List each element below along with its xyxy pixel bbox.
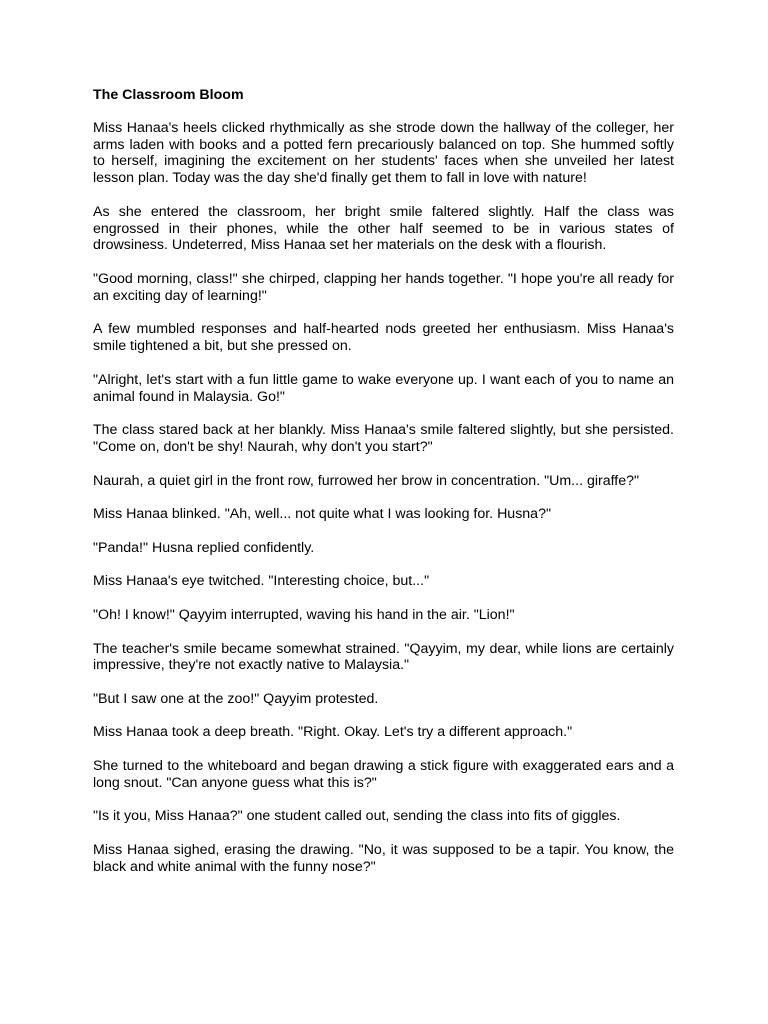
paragraph: "But I saw one at the zoo!" Qayyim protested.	[93, 690, 379, 707]
paragraph: "Good morning, class!" she chirped, clapping her hands together. "I hope you're all ready for an exciting day of learning!"	[93, 270, 674, 304]
document-title: The Classroom Bloom	[93, 87, 244, 103]
paragraph: The teacher's smile became somewhat strained. "Qayyim, my dear, while lions are certainly impressive, they're not exactly native to Malaysia."	[93, 640, 674, 674]
paragraph: Miss Hanaa took a deep breath. "Right. Okay. Let's try a different approach."	[93, 724, 573, 741]
paragraph: Miss Hanaa's eye twitched. "Interesting choice, but..."	[93, 573, 430, 590]
document-page	[93, 87, 674, 892]
paragraph: "Alright, let's start with a fun little game to wake everyone up. I want each of you to name an animal found in Malaysia. Go!"	[93, 371, 674, 405]
paragraph: She turned to the whiteboard and began drawing a stick figure with exaggerated ears and a long snout. "Can anyone guess what this is?"	[93, 758, 674, 791]
paragraph: "Is it you, Miss Hanaa?" one student called out, sending the class into fits of giggles.	[93, 808, 621, 825]
paragraph: "Panda!" Husna replied confidently.	[93, 539, 315, 556]
paragraph: As she entered the classroom, her bright smile faltered slightly. Half the class was engrossed in their phones, while the other half seemed to be in various states of drowsiness. Undeterred, Miss Hanaa set her materials on the desk with a flourish.	[93, 203, 674, 254]
paragraph: A few mumbled responses and half-hearted nods greeted her enthusiasm. Miss Hanaa's smile tightened a bit, but she pressed on.	[93, 321, 674, 355]
paragraph: Miss Hanaa sighed, erasing the drawing. "No, it was supposed to be a tapir. You know, the black and white animal with the funny nose?"	[93, 842, 674, 875]
paragraph: Miss Hanaa blinked. "Ah, well... not quite what I was looking for. Husna?"	[93, 506, 552, 523]
paragraph: Naurah, a quiet girl in the front row, furrowed her brow in concentration. "Um... giraffe?"	[93, 472, 640, 489]
paragraph: The class stared back at her blankly. Miss Hanaa's smile faltered slightly, but she persisted. "Come on, don't be shy! Naurah, why don't you start?"	[93, 422, 674, 455]
paragraph: "Oh! I know!" Qayyim interrupted, waving his hand in the air. "Lion!"	[93, 606, 515, 623]
paragraph: Miss Hanaa's heels clicked rhythmically as she strode down the hallway of the colleger, her arms laden with books and a potted fern precariously balanced on top. She hummed softly to herself, imagining the excitement on her students' faces when she unveiled her latest lesson plan. Today was the day she'd finally get them to fall in love with nature!	[93, 119, 674, 187]
